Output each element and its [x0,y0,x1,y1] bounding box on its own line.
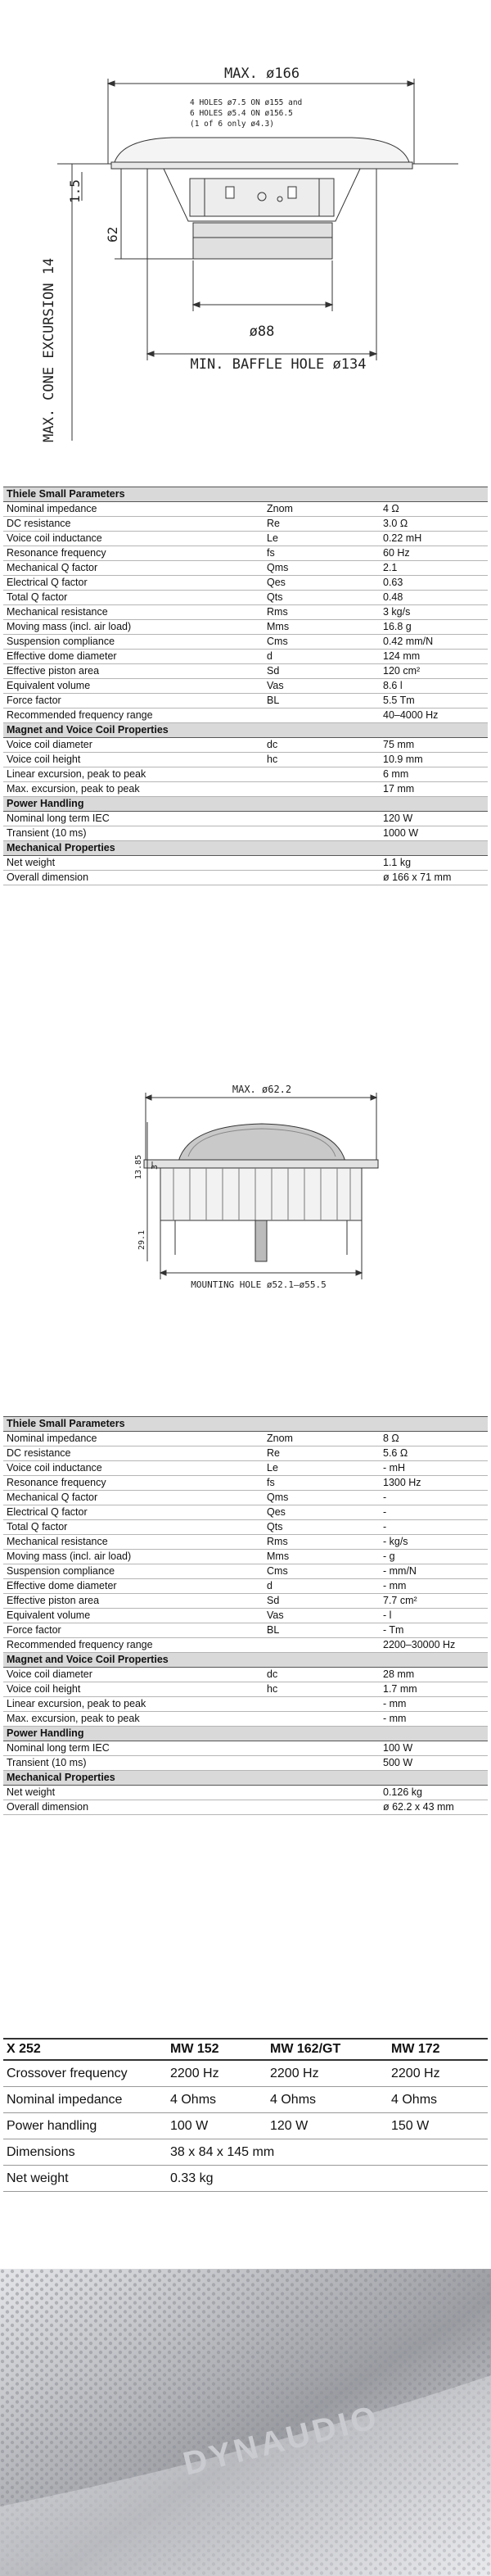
param-value: 28 mm [380,1668,488,1682]
spec-row [3,767,488,782]
crossover-comparison-table [3,2038,488,2192]
spec-row [3,1682,488,1697]
param-value: - [380,1520,488,1535]
cone-excursion-label: MAX. CONE EXCURSION 14 [41,257,57,442]
param-symbol [264,1786,380,1800]
magnet-diameter-label: ø88 [249,324,275,340]
spec-row [3,1741,488,1756]
param-symbol: Sd [264,1594,380,1609]
param-symbol: Znom [264,1432,380,1446]
param-value: - l [380,1609,488,1623]
param-name: Mechanical resistance [3,1535,264,1550]
comparison-cell: Net weight [3,2166,167,2192]
spec-row [3,664,488,679]
param-value: 6 mm [380,767,488,782]
flange-height-label: 1.5 [67,179,83,203]
param-symbol [264,826,380,841]
param-name: Overall dimension [3,871,264,885]
param-name: Force factor [3,694,264,709]
spec-row [3,871,488,885]
param-name: Equivalent volume [3,679,264,694]
param-name: Transient (10 ms) [3,1756,264,1771]
param-symbol: Qes [264,1505,380,1520]
depth-label: 62 [105,226,120,242]
param-symbol: Znom [264,502,380,517]
spec-row [3,532,488,546]
comparison-row [3,2113,488,2139]
comparison-cell: 0.33 kg [167,2166,488,2192]
spec-row [3,605,488,620]
spec-row [3,694,488,709]
param-value: ø 166 x 71 mm [380,871,488,885]
param-symbol: Qes [264,576,380,591]
param-value: 60 Hz [380,546,488,561]
param-value: - mH [380,1461,488,1476]
section-title: Thiele Small Parameters [3,487,488,502]
section-title: Mechanical Properties [3,1771,488,1786]
param-symbol [264,782,380,797]
param-symbol: Mms [264,1550,380,1564]
param-value: - g [380,1550,488,1564]
param-name: Mechanical Q factor [3,1491,264,1505]
param-value: 0.42 mm/N [380,635,488,650]
spec-row [3,546,488,561]
tweeter-dimension-drawing [0,1065,491,1360]
param-value: 500 W [380,1756,488,1771]
param-value: - [380,1491,488,1505]
param-symbol: Qts [264,1520,380,1535]
spec-row [3,1697,488,1712]
param-value: 8 Ω [380,1432,488,1446]
param-symbol: BL [264,1623,380,1638]
param-name: Effective piston area [3,664,264,679]
section-title: Thiele Small Parameters [3,1417,488,1432]
spec-row [3,502,488,517]
param-symbol: hc [264,753,380,767]
param-symbol: Rms [264,605,380,620]
holes-note-line3: (1 of 6 only ø4.3) [190,120,274,129]
spec-row [3,635,488,650]
param-value: 8.6 l [380,679,488,694]
comparison-cell: Power handling [3,2113,167,2139]
param-symbol: Sd [264,664,380,679]
param-name: Moving mass (incl. air load) [3,1550,264,1564]
section-title: Mechanical Properties [3,841,488,856]
param-name: Force factor [3,1623,264,1638]
param-symbol [264,1800,380,1815]
comparison-cell: 2200 Hz [167,2060,267,2087]
param-symbol [264,1638,380,1653]
param-name: DC resistance [3,1446,264,1461]
comparison-header-cell: MW 162/GT [267,2039,388,2060]
spec-row [3,1579,488,1594]
param-name: Voice coil inductance [3,1461,264,1476]
param-name: Linear excursion, peak to peak [3,767,264,782]
tweeter-flange-label: 13.85 [134,1154,143,1179]
param-value: 10.9 mm [380,753,488,767]
param-value: 2.1 [380,561,488,576]
param-name: Net weight [3,1786,264,1800]
spec-row [3,1535,488,1550]
section-header-row [3,1727,488,1741]
section-title: Magnet and Voice Coil Properties [3,723,488,738]
param-name: Nominal impedance [3,1432,264,1446]
param-value: - mm/N [380,1564,488,1579]
param-symbol: Qms [264,1491,380,1505]
param-symbol: Le [264,1461,380,1476]
param-name: Nominal long term IEC [3,812,264,826]
spec-row [3,591,488,605]
comparison-header-cell: X 252 [3,2039,167,2060]
comparison-header-cell: MW 152 [167,2039,267,2060]
param-symbol [264,812,380,826]
param-name: Electrical Q factor [3,1505,264,1520]
param-value: 100 W [380,1741,488,1756]
param-symbol [264,709,380,723]
spec-row [3,826,488,841]
spec-row [3,620,488,635]
spec-row [3,1446,488,1461]
param-name: Resonance frequency [3,546,264,561]
comparison-cell: 100 W [167,2113,267,2139]
spec-row [3,517,488,532]
param-name: Recommended frequency range [3,1638,264,1653]
param-symbol: Re [264,517,380,532]
param-value: 40–4000 Hz [380,709,488,723]
param-name: Resonance frequency [3,1476,264,1491]
param-symbol: dc [264,1668,380,1682]
comparison-cell: 38 x 84 x 145 mm [167,2139,488,2166]
tweeter-max-diameter-label: MAX. ø62.2 [232,1084,292,1095]
spec-row [3,576,488,591]
section-header-row [3,723,488,738]
param-name: Voice coil height [3,753,264,767]
comparison-cell: 4 Ohms [388,2087,488,2113]
param-name: Recommended frequency range [3,709,264,723]
woofer-dimension-drawing [0,0,491,459]
param-symbol: d [264,650,380,664]
spec-row [3,812,488,826]
holes-note-line2: 6 HOLES ø5.4 ON ø156.5 [190,109,293,118]
param-symbol: Le [264,532,380,546]
spec-row [3,1491,488,1505]
comparison-header-row [3,2039,488,2060]
param-name: Effective dome diameter [3,650,264,664]
param-name: Linear excursion, peak to peak [3,1697,264,1712]
param-symbol: Cms [264,635,380,650]
spec-row [3,1476,488,1491]
comparison-row [3,2087,488,2113]
param-symbol: Qms [264,561,380,576]
comparison-header-cell: MW 172 [388,2039,488,2060]
section-header-row [3,797,488,812]
spec-row [3,1712,488,1727]
param-symbol: Vas [264,1609,380,1623]
param-value: 16.8 g [380,620,488,635]
param-value: 3.0 Ω [380,517,488,532]
spec-row [3,650,488,664]
woofer-spec-body [3,487,488,885]
comparison-cell: 120 W [267,2113,388,2139]
section-header-row [3,1771,488,1786]
spec-row [3,1800,488,1815]
param-symbol: fs [264,546,380,561]
param-name: Overall dimension [3,1800,264,1815]
comparison-row [3,2060,488,2087]
spec-row [3,856,488,871]
param-value: 0.48 [380,591,488,605]
param-name: Suspension compliance [3,635,264,650]
param-symbol: hc [264,1682,380,1697]
spec-row [3,1594,488,1609]
param-symbol: Mms [264,620,380,635]
comparison-cell: 150 W [388,2113,488,2139]
spec-row [3,561,488,576]
param-name: Voice coil diameter [3,1668,264,1682]
spec-row [3,1432,488,1446]
comparison-cell: 4 Ohms [267,2087,388,2113]
param-value: 0.63 [380,576,488,591]
param-symbol: Re [264,1446,380,1461]
dynaudio-logo: DYNAUDIO [179,2398,384,2483]
spec-row [3,1461,488,1476]
param-symbol [264,1712,380,1727]
spec-row [3,1550,488,1564]
spec-row [3,1638,488,1653]
param-name: Voice coil diameter [3,738,264,753]
section-title: Magnet and Voice Coil Properties [3,1653,488,1668]
speaker-grille-photo [0,2269,491,2576]
baffle-hole-label: MIN. BAFFLE HOLE ø134 [190,356,367,373]
param-name: Effective dome diameter [3,1579,264,1594]
param-value: 7.7 cm² [380,1594,488,1609]
spec-row [3,1505,488,1520]
spec-row [3,1623,488,1638]
section-header-row [3,1653,488,1668]
param-symbol: Rms [264,1535,380,1550]
spec-row [3,709,488,723]
param-value: 0.22 mH [380,532,488,546]
section-header-row [3,841,488,856]
tweeter-depth-label: 29.1 [137,1229,146,1250]
param-value: 1.1 kg [380,856,488,871]
param-name: DC resistance [3,517,264,532]
param-name: Mechanical resistance [3,605,264,620]
param-value: - mm [380,1579,488,1594]
param-name: Max. excursion, peak to peak [3,782,264,797]
param-symbol: fs [264,1476,380,1491]
param-symbol: Vas [264,679,380,694]
comparison-cell: Dimensions [3,2139,167,2166]
param-symbol: Qts [264,591,380,605]
spec-row [3,782,488,797]
param-name: Voice coil inductance [3,532,264,546]
param-value: 3 kg/s [380,605,488,620]
holes-note-line1: 4 HOLES ø7.5 ON ø155 and [190,98,303,107]
param-value: 1.7 mm [380,1682,488,1697]
section-title: Power Handling [3,797,488,812]
param-value: - [380,1505,488,1520]
param-value: 5.5 Tm [380,694,488,709]
spec-row [3,1668,488,1682]
tweeter-spec-body [3,1417,488,1815]
section-title: Power Handling [3,1727,488,1741]
comparison-cell: 4 Ohms [167,2087,267,2113]
param-name: Max. excursion, peak to peak [3,1712,264,1727]
spec-row [3,1756,488,1771]
param-name: Suspension compliance [3,1564,264,1579]
comparison-row [3,2139,488,2166]
spec-row [3,1609,488,1623]
param-symbol: BL [264,694,380,709]
param-name: Moving mass (incl. air load) [3,620,264,635]
param-symbol [264,871,380,885]
mounting-hole-label: MOUNTING HOLE ø52.1–ø55.5 [191,1279,327,1290]
param-value: - mm [380,1697,488,1712]
tweeter-plate-label: 3 [151,1164,160,1170]
param-value: 1300 Hz [380,1476,488,1491]
param-name: Nominal impedance [3,502,264,517]
param-value: 17 mm [380,782,488,797]
param-symbol [264,1741,380,1756]
comparison-row [3,2166,488,2192]
param-name: Nominal long term IEC [3,1741,264,1756]
param-symbol [264,856,380,871]
param-value: - Tm [380,1623,488,1638]
spec-row [3,1786,488,1800]
tweeter-spec-table [3,1416,488,1815]
section-header-row [3,487,488,502]
param-symbol: dc [264,738,380,753]
param-name: Transient (10 ms) [3,826,264,841]
comparison-cell: Crossover frequency [3,2060,167,2087]
param-value: 75 mm [380,738,488,753]
param-value: - kg/s [380,1535,488,1550]
param-value: 120 W [380,812,488,826]
param-value: 2200–30000 Hz [380,1638,488,1653]
comparison-cell: 2200 Hz [388,2060,488,2087]
param-symbol [264,1697,380,1712]
param-name: Mechanical Q factor [3,561,264,576]
param-symbol: d [264,1579,380,1594]
param-name: Electrical Q factor [3,576,264,591]
spec-row [3,1520,488,1535]
param-value: 120 cm² [380,664,488,679]
spec-row [3,1564,488,1579]
param-value: 0.126 kg [380,1786,488,1800]
param-value: 124 mm [380,650,488,664]
param-symbol [264,1756,380,1771]
param-value: 4 Ω [380,502,488,517]
param-symbol: Cms [264,1564,380,1579]
param-value: 1000 W [380,826,488,841]
comparison-cell: Nominal impedance [3,2087,167,2113]
spec-row [3,738,488,753]
spec-row [3,753,488,767]
max-diameter-label: MAX. ø166 [223,66,300,82]
param-name: Effective piston area [3,1594,264,1609]
param-value: - mm [380,1712,488,1727]
spec-row [3,679,488,694]
param-name: Voice coil height [3,1682,264,1697]
comparison-cell: 2200 Hz [267,2060,388,2087]
param-value: 5.6 Ω [380,1446,488,1461]
param-name: Total Q factor [3,591,264,605]
param-name: Total Q factor [3,1520,264,1535]
woofer-spec-table [3,487,488,885]
param-name: Net weight [3,856,264,871]
section-header-row [3,1417,488,1432]
param-symbol [264,767,380,782]
param-value: ø 62.2 x 43 mm [380,1800,488,1815]
param-name: Equivalent volume [3,1609,264,1623]
